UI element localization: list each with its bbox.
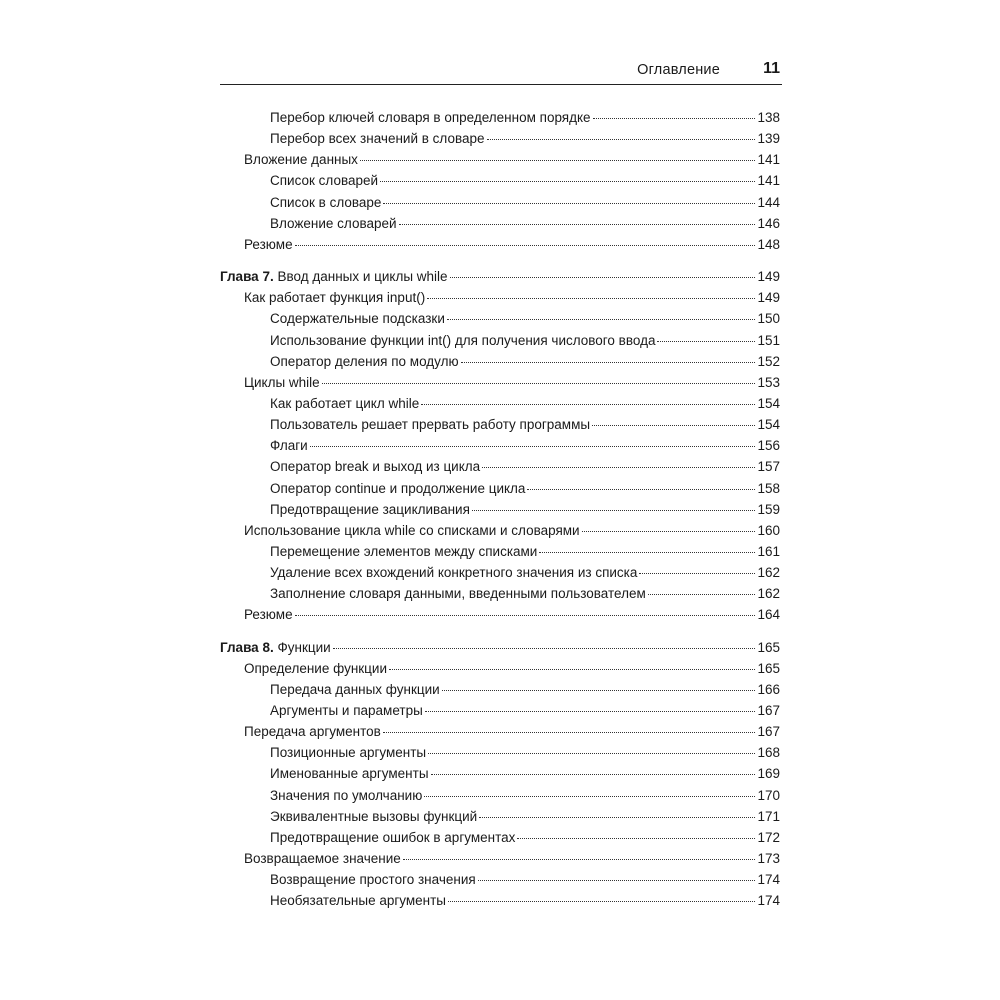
- toc-entry-text: Оператор деления по модулю: [270, 354, 459, 369]
- toc-page-number: 166: [757, 682, 780, 697]
- toc-subsection-entry: [270, 435, 780, 456]
- toc-subsection-entry: [270, 827, 780, 848]
- toc-page-number: 159: [757, 502, 780, 517]
- toc-entry-text: Список в словаре: [270, 195, 382, 210]
- toc-page-number: 149: [757, 290, 780, 305]
- toc-entry-text: Циклы while: [244, 375, 320, 390]
- toc-entry-title: [270, 562, 637, 583]
- toc-page-number: 165: [757, 661, 780, 676]
- toc-entry-title: [270, 541, 537, 562]
- header-page-number: 11: [763, 60, 780, 77]
- toc-page-number: 162: [757, 586, 780, 601]
- toc-page-number: 167: [757, 724, 780, 739]
- toc-entry-title: [270, 128, 485, 149]
- toc-entry-title: [270, 679, 440, 700]
- toc-entry-text: Оператор continue и продолжение цикла: [270, 481, 526, 496]
- toc-page-number: 150: [757, 311, 780, 326]
- toc-entry-text: Передача аргументов: [244, 724, 381, 739]
- toc-entry-text: Значения по умолчанию: [270, 788, 423, 803]
- dot-leader: [383, 203, 755, 204]
- toc-subsection-entry: [270, 128, 780, 149]
- toc-page-number: 168: [757, 745, 780, 760]
- toc-entry-text: Список словарей: [270, 173, 379, 188]
- toc-entry-text: Флаги: [270, 438, 308, 453]
- toc-page-number: 139: [757, 131, 780, 146]
- dot-leader: [380, 181, 755, 182]
- toc-entry-title: [270, 890, 446, 911]
- toc-entry-text: Оператор break и выход из цикла: [270, 459, 481, 474]
- toc-section-entry: [244, 848, 780, 869]
- dot-leader: [442, 690, 756, 691]
- toc-entry-title: [244, 234, 293, 255]
- toc-subsection-entry: [270, 763, 780, 784]
- toc-entry-text: Перемещение элементов между списками: [270, 544, 538, 559]
- toc-entry-text: Использование цикла while со списками и словарями: [244, 523, 580, 538]
- dot-leader: [657, 341, 755, 342]
- dot-leader: [399, 224, 756, 225]
- toc-section-entry: [244, 287, 780, 308]
- toc-entry-title: [244, 604, 293, 625]
- toc-entry-text: Вложение данных: [244, 152, 358, 167]
- dot-leader: [431, 774, 756, 775]
- toc-entry-text: Использование функции int() для получения числового ввода: [270, 333, 656, 348]
- toc-subsection-entry: [270, 499, 780, 520]
- toc-subsection-entry: [270, 393, 780, 414]
- toc-entry-text: Заполнение словаря данными, введенными пользователем: [270, 586, 646, 601]
- toc-subsection-entry: [270, 170, 780, 191]
- toc-entry-title: [270, 869, 476, 890]
- toc-section-entry: [244, 658, 780, 679]
- toc-subsection-entry: [270, 456, 780, 477]
- toc-page-number: 154: [757, 417, 780, 432]
- toc-page-number: 149: [757, 269, 780, 284]
- toc-entry-title: [270, 351, 459, 372]
- toc-entry-title: [220, 266, 448, 287]
- toc-subsection-entry: [270, 869, 780, 890]
- toc-entry-title: [270, 393, 419, 414]
- toc-page-number: 165: [757, 640, 780, 655]
- toc-page-number: 144: [757, 195, 780, 210]
- dot-leader: [360, 160, 756, 161]
- toc-page-number: 153: [757, 375, 780, 390]
- toc-entry-text: Пользователь решает прервать работу программы: [270, 417, 591, 432]
- toc-entry-text: Вложение словарей: [270, 216, 397, 231]
- dot-leader: [447, 319, 756, 320]
- toc-section-entry: [244, 520, 780, 541]
- dot-leader: [424, 796, 755, 797]
- dot-leader: [582, 531, 756, 532]
- toc-entry-title: [244, 848, 401, 869]
- toc-entry-text: Как работает цикл while: [270, 396, 420, 411]
- toc-entry-text: Возвращение простого значения: [270, 872, 476, 887]
- toc-subsection-entry: [270, 107, 780, 128]
- toc-page-number: 138: [757, 110, 780, 125]
- toc-page-number: 169: [757, 766, 780, 781]
- toc-entry-title: [270, 435, 308, 456]
- toc-entry-text: Определение функции: [244, 661, 387, 676]
- dot-leader: [639, 573, 755, 574]
- toc-entry-title: [270, 478, 525, 499]
- toc-chapter-entry: [220, 266, 780, 287]
- dot-leader: [448, 901, 755, 902]
- toc-subsection-entry: [270, 890, 780, 911]
- toc-entry-title: [244, 372, 320, 393]
- toc-page-number: 154: [757, 396, 780, 411]
- toc-entry-title: [270, 785, 422, 806]
- toc-page-number: 152: [757, 354, 780, 369]
- dot-leader: [487, 139, 756, 140]
- dot-leader: [389, 669, 755, 670]
- dot-leader: [472, 510, 756, 511]
- toc-page-number: 174: [757, 893, 780, 908]
- dot-leader: [478, 880, 756, 881]
- toc-page-number: 171: [757, 809, 780, 824]
- dot-leader: [648, 594, 756, 595]
- toc-section-entry: [244, 604, 780, 625]
- toc-page-number: 156: [757, 438, 780, 453]
- toc-subsection-entry: [270, 192, 780, 213]
- toc-section-entry: [244, 234, 780, 255]
- toc-entry-title: [270, 107, 591, 128]
- dot-leader: [403, 859, 756, 860]
- toc-page-number: 161: [757, 544, 780, 559]
- dot-leader: [383, 732, 756, 733]
- dot-leader: [527, 489, 755, 490]
- toc-entry-text: Позиционные аргументы: [270, 745, 427, 760]
- toc-entry-title: [244, 287, 425, 308]
- toc-subsection-entry: [270, 351, 780, 372]
- toc-entry-text: Передача данных функции: [270, 682, 440, 697]
- toc-entry-title: [244, 721, 381, 742]
- toc-entry-text: Содержательные подсказки: [270, 311, 445, 326]
- dot-leader: [427, 298, 755, 299]
- dot-leader: [428, 753, 755, 754]
- toc-entry-text: Резюме: [244, 237, 293, 252]
- toc-entry-title: [270, 213, 397, 234]
- toc-entry-text: Перебор всех значений в словаре: [270, 131, 485, 146]
- toc-page-number: 170: [757, 788, 780, 803]
- toc-page-number: 174: [757, 872, 780, 887]
- toc-entry-title: [270, 499, 470, 520]
- toc-section-entry: [244, 372, 780, 393]
- toc-section-entry: [244, 721, 780, 742]
- toc-page-number: 162: [757, 565, 780, 580]
- toc-page-number: 157: [757, 459, 780, 474]
- dot-leader: [482, 467, 755, 468]
- toc-entry-title: [270, 742, 426, 763]
- toc-page-number: 164: [757, 607, 780, 622]
- dot-leader: [479, 817, 755, 818]
- dot-leader: [592, 425, 755, 426]
- toc-chapter-entry: [220, 637, 780, 658]
- toc-entry-text: Необязательные аргументы: [270, 893, 447, 908]
- toc-section-entry: [244, 149, 780, 170]
- toc-entry-title: [270, 170, 378, 191]
- dot-leader: [310, 446, 756, 447]
- dot-leader: [425, 711, 756, 712]
- toc-entry-title: [244, 149, 358, 170]
- chapter-number: Глава 8.: [220, 640, 274, 655]
- dot-leader: [539, 552, 755, 553]
- toc-entry-title: [270, 456, 480, 477]
- toc-page-number: 148: [757, 237, 780, 252]
- dot-leader: [295, 245, 756, 246]
- toc-entry-title: [270, 583, 646, 604]
- chapter-number: Глава 7.: [220, 269, 274, 284]
- toc-entry-text: Именованные аргументы: [270, 766, 429, 781]
- toc-subsection-entry: [270, 308, 780, 329]
- toc-entry-text: Функции: [277, 640, 331, 655]
- toc-subsection-entry: [270, 583, 780, 604]
- toc-entry-text: Перебор ключей словаря в определенном порядке: [270, 110, 591, 125]
- toc-page-number: 160: [757, 523, 780, 538]
- toc-entry-text: Удаление всех вхождений конкретного значения из списка: [270, 565, 638, 580]
- toc-page-number: 141: [757, 173, 780, 188]
- toc-entry-title: [220, 637, 331, 658]
- dot-leader: [322, 383, 756, 384]
- toc-entry-text: Ввод данных и циклы while: [277, 269, 448, 284]
- toc-entry-title: [270, 308, 445, 329]
- toc-page-number: 172: [757, 830, 780, 845]
- toc-page-number: 146: [757, 216, 780, 231]
- toc-entry-title: [270, 763, 429, 784]
- toc-subsection-entry: [270, 679, 780, 700]
- toc-subsection-entry: [270, 213, 780, 234]
- toc-entry-text: Аргументы и параметры: [270, 703, 423, 718]
- toc-entry-title: [270, 700, 423, 721]
- toc-subsection-entry: [270, 478, 780, 499]
- header-title: Оглавление: [637, 62, 720, 78]
- dot-leader: [461, 362, 756, 363]
- toc-entry-text: Эквивалентные вызовы функций: [270, 809, 478, 824]
- toc-subsection-entry: [270, 700, 780, 721]
- toc-subsection-entry: [270, 541, 780, 562]
- toc-subsection-entry: [270, 330, 780, 351]
- toc-entry-title: [270, 192, 381, 213]
- toc-subsection-entry: [270, 562, 780, 583]
- toc-entry-title: [244, 520, 580, 541]
- toc-page-number: 173: [757, 851, 780, 866]
- toc-page-number: 151: [757, 333, 780, 348]
- toc-page-number: 158: [757, 481, 780, 496]
- dot-leader: [333, 648, 756, 649]
- toc-entry-title: [270, 806, 477, 827]
- dot-leader: [450, 277, 756, 278]
- dot-leader: [517, 838, 755, 839]
- toc-entry-text: Предотвращение зацикливания: [270, 502, 470, 517]
- toc-page-number: 141: [757, 152, 780, 167]
- toc-entry-title: [270, 330, 655, 351]
- toc-entry-title: [270, 414, 590, 435]
- toc-subsection-entry: [270, 414, 780, 435]
- dot-leader: [295, 615, 756, 616]
- toc-entry-text: Как работает функция input(): [244, 290, 426, 305]
- toc-subsection-entry: [270, 742, 780, 763]
- toc-subsection-entry: [270, 806, 780, 827]
- toc-entry-title: [244, 658, 387, 679]
- toc-subsection-entry: [270, 785, 780, 806]
- toc-page-number: 167: [757, 703, 780, 718]
- toc-entry-title: [270, 827, 515, 848]
- toc-entry-text: Предотвращение ошибок в аргументах: [270, 830, 516, 845]
- toc-entry-text: Резюме: [244, 607, 293, 622]
- toc-entry-text: Возвращаемое значение: [244, 851, 401, 866]
- dot-leader: [421, 404, 755, 405]
- dot-leader: [593, 118, 756, 119]
